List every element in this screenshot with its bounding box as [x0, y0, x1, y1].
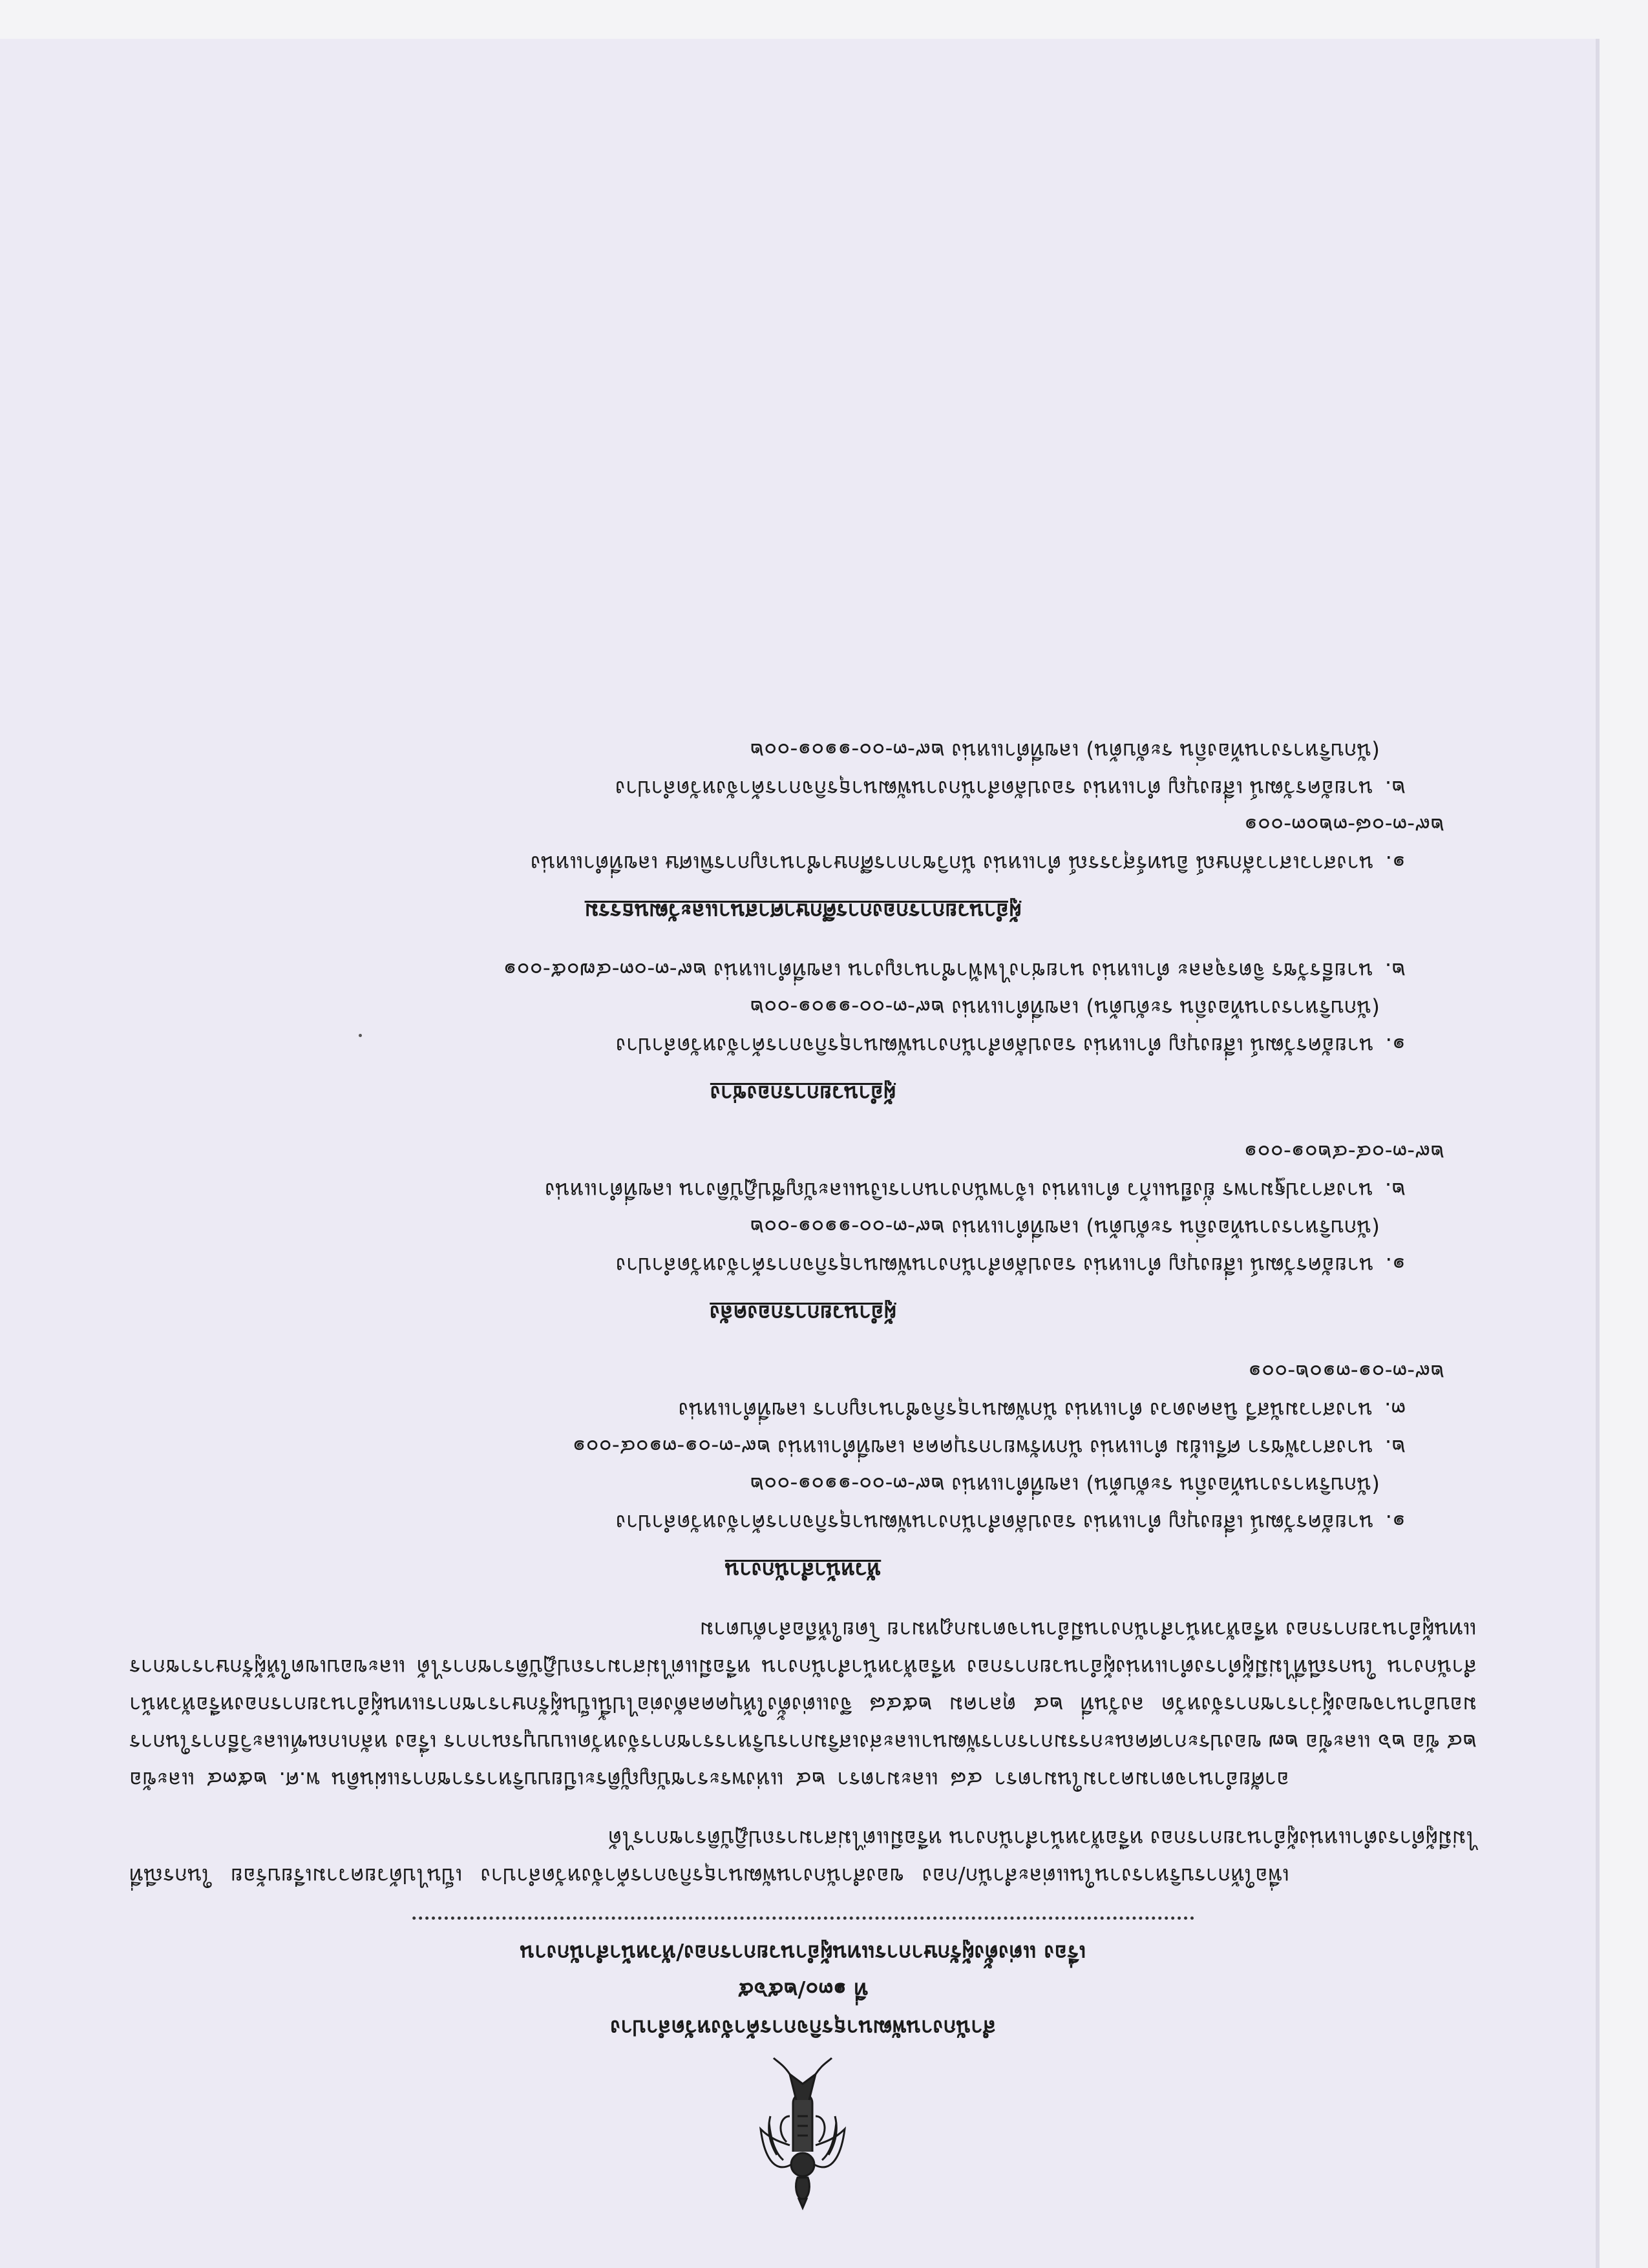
member-text: นางสาวปฐมาพร ยั่งยืนแก้ว ตำแหน่ง เจ้าพนักงานการเงินและบัญชีปฏิบัติงาน เลขที่ตำแหน่ง: [545, 1178, 1373, 1203]
appointment-group: [129, 1354, 1477, 1589]
group-title: ผู้อำนวยการกองคลัง: [710, 1301, 896, 1326]
member-number: ๑.: [1385, 1253, 1406, 1278]
member-position-number: ๒๙-๓-๐๔-๔๒๐๑-๐๐๑: [1243, 1140, 1444, 1166]
group-title: ผู้อำนวยการกองการศึกษาศาสนาและวัฒนธรรม: [584, 899, 1022, 924]
member-entry: [129, 807, 1477, 882]
appointment-groups: [129, 732, 1477, 1589]
member-position-number: ๒๙-๓-๐๑-๓๑๐๒-๐๐๑: [1248, 1360, 1444, 1385]
member-position-number: ๒๙-๓-๐๘-๓๒๐๓-๐๐๑: [1244, 814, 1444, 839]
scan-speck: [359, 1034, 362, 1037]
authority-paragraph: อาศัยอำนาจตามความในมาตรา ๔๘ และมาตรา ๒๔ แห่งพระราชบัญญัติระเบียบบริหารราชการแผ่นดิน พ.ศ. ๒๕๓๔ และข้อ ๒๔ ข้อ ๒๖ และข้อ ๒๗ ของประกาศคณะกรรมการการพัฒนาและส่งเสริมการบริหารราชการจังหวัดแบบบูรณาการ เรื่อง หลักเกณฑ์และวิธีการในการมอบอำนาจของผู้ว่าราชการจังหวัด ลงวันที่ ๒๔ ตุลาคม ๒๕๔๘ จึงแต่งตั้งให้บุคคลดังต่อไปนี้เป็นผู้รักษาราชการแทนผู้อำนวยการกองหรือหัวหน้าสำนักงาน ในกรณีที่ไม่มีผู้ดำรงตำแหน่งผู้อำนวยการกอง หรือหัวหน้าสำนักงาน หรือมีแต่ไม่สามารถปฏิบัติราชการได้ และขอบเขตให้ผู้รักษาราชการแทนผู้อำนวยการกอง หรือหัวหน้าสำนักงานมีอำนาจตามกฎหมาย โดยให้ถือลำดับตาม: [129, 1617, 1477, 1792]
member-number: ๒.: [1384, 776, 1406, 801]
member-text: นายอัครวัฒน์ เสี่ยงบุญ ตำแหน่ง รองปลัดสำนักงานพัฒนาธุรกิจการค้าจังหวัดลำปาง: [615, 776, 1373, 801]
member-number: ๑.: [1385, 1033, 1406, 1058]
member-entry: [129, 732, 1477, 807]
member-text: นางสาวมนัสวี นิลคงดวง ตำแหน่ง นักพัฒนาธุรกิจชำนาญการ เลขที่ตำแหน่ง: [678, 1398, 1373, 1423]
member-number: ๑.: [1385, 1510, 1406, 1535]
member-number: ๒.: [1384, 958, 1406, 983]
member-text: นายอัครวัฒน์ เสี่ยงบุญ ตำแหน่ง รองปลัดสำนักงานพัฒนาธุรกิจการค้าจังหวัดลำปาง: [615, 1510, 1374, 1535]
organization-name: สำนักงานพัฒนาธุรกิจการค้าจังหวัดลำปาง: [610, 2015, 996, 2041]
member-text: นายอัครวัฒน์ เสี่ยงบุญ ตำแหน่ง รองปลัดสำนักงานพัฒนาธุรกิจการค้าจังหวัดลำปาง: [615, 1253, 1374, 1278]
member-entry: [129, 989, 1477, 1064]
member-entry: [129, 1134, 1477, 1209]
order-subject: เรื่อง แต่งตั้งผู้รักษาการแทนผู้อำนวยการกอง/หัวหน้าสำนักงาน: [520, 1940, 1086, 1966]
appointment-group: [129, 732, 1477, 930]
member-number: ๓.: [1384, 1398, 1406, 1423]
group-title: หัวหน้าสำนักงาน: [724, 1558, 882, 1583]
member-text: นายอัครวัฒน์ เสี่ยงบุญ ตำแหน่ง รองปลัดสำนักงานพัฒนาธุรกิจการค้าจังหวัดลำปาง: [615, 1033, 1374, 1058]
member-position-detail: (นักบริหารงานท้องถิ่น ระดับต้น) เลขที่ตำแหน่ง ๒๙-๓-๐๐-๑๑๐๑-๐๐๒: [750, 996, 1380, 1021]
appointment-group: [129, 1134, 1477, 1332]
member-entry: [129, 1354, 1477, 1429]
member-position-detail: (นักบริหารงานท้องถิ่น ระดับต้น) เลขที่ตำแหน่ง ๒๙-๓-๐๐-๑๑๐๑-๐๐๒: [750, 1473, 1380, 1498]
member-entry: [129, 952, 1477, 989]
member-text: นางสาวเสาวลักษณ์ อินทร์สุวรรณ์ ตำแหน่ง นักวิชาการศึกษาชำนาญการพิเศษ เลขที่ตำแหน่ง: [530, 851, 1374, 876]
document-header: [129, 1934, 1477, 2046]
member-text: นายธีรวัชร จิตรจุลละ ตำแหน่ง นายช่างไฟฟ้าชำนาญงาน เลขที่ตำแหน่ง ๒๙-๓-๐๓-๔๗๐๕-๐๐๑: [503, 958, 1373, 983]
member-entry: [129, 1466, 1477, 1541]
garuda-emblem-icon: [758, 2052, 849, 2213]
group-title: ผู้อำนวยการกองช่าง: [710, 1081, 896, 1106]
member-entry: [129, 1209, 1477, 1284]
member-number: ๒.: [1384, 1435, 1406, 1460]
document-content: [129, 732, 1477, 2213]
member-text: นางสาวพัชรา ศรีแย้ม ตำแหน่ง นักทรัพยากรบุคคล เลขที่ตำแหน่ง ๒๙-๓-๐๑-๓๑๐๔-๐๐๑: [572, 1435, 1373, 1460]
order-number: ที่ ๑๓๐/๒๕๖๕: [737, 1978, 869, 2003]
intro-paragraph: เพื่อให้การบริหารงานในแต่ละสำนัก/กอง ของสำนักงานพัฒนาธุรกิจการค้าจังหวัดลำปาง เป็นไปด้วยความเรียบร้อย ในกรณีที่ไม่มีผู้ดำรงตำแหน่งผู้อำนวยการกอง หรือหัวหน้าสำนักงาน หรือมีแต่ไม่สามารถปฏิบัติราชการได้: [129, 1826, 1477, 1889]
member-number: ๒.: [1384, 1178, 1406, 1203]
member-position-detail: (นักบริหารงานท้องถิ่น ระดับต้น) เลขที่ตำแหน่ง ๒๙-๓-๐๐-๑๑๐๑-๐๐๒: [750, 739, 1380, 764]
dotted-separator: [412, 1916, 1194, 1920]
member-entry: [129, 1429, 1477, 1466]
member-number: ๑.: [1385, 851, 1406, 876]
member-position-detail: (นักบริหารงานท้องถิ่น ระดับต้น) เลขที่ตำแหน่ง ๒๙-๓-๐๐-๑๑๐๑-๐๐๒: [750, 1215, 1380, 1241]
appointment-group: [129, 952, 1477, 1112]
